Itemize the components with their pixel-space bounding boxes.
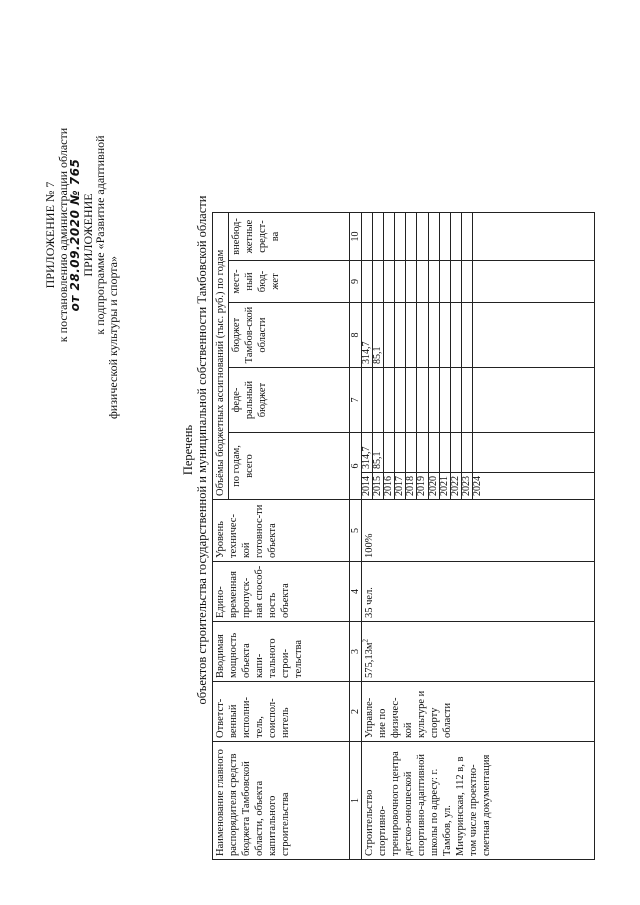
total-cell: [428, 433, 439, 473]
extra-cell: [450, 213, 461, 261]
column-number: 7: [350, 368, 362, 433]
total-cell: [439, 433, 450, 473]
extra-cell: [417, 213, 428, 261]
federal-cell: [461, 368, 472, 433]
column-number: 10: [350, 213, 362, 261]
regional-cell: [406, 303, 417, 368]
column-number: 9: [350, 261, 362, 303]
year-cell: 2023: [461, 473, 472, 500]
extra-cell: [406, 213, 417, 261]
year-cell: 2018: [406, 473, 417, 500]
year-cell: 2021: [439, 473, 450, 500]
local-cell: [439, 261, 450, 303]
local-cell: [373, 261, 384, 303]
total-cell: [395, 433, 406, 473]
regional-cell: [384, 303, 395, 368]
header-extrabudget: внебюд-жетные средст-ва: [229, 213, 350, 261]
regional-cell: 85,1: [373, 303, 384, 368]
regional-cell: 314,7: [362, 303, 373, 368]
federal-cell: [373, 368, 384, 433]
local-cell: [428, 261, 439, 303]
appendix-decree-ref: к постановлению администрации области: [55, 127, 70, 343]
appendix-block: [44, 45, 119, 425]
extra-cell: [362, 213, 373, 261]
capacity-value: [362, 622, 595, 682]
column-number: 1: [350, 742, 362, 860]
total-cell: [417, 433, 428, 473]
header-throughput: Едино-временная пропуск-ная способ-ность объекта: [213, 562, 350, 622]
total-cell: [406, 433, 417, 473]
local-cell: [395, 261, 406, 303]
year-cell: 2019: [417, 473, 428, 500]
total-cell: 314,7: [362, 433, 373, 473]
federal-cell: [450, 368, 461, 433]
federal-cell: [472, 368, 594, 433]
capacity-superscript: 2: [361, 638, 370, 643]
total-cell: 85,1: [373, 433, 384, 473]
column-number: 8: [350, 303, 362, 368]
header-row-1: [213, 213, 229, 860]
total-cell: [461, 433, 472, 473]
regional-cell: [428, 303, 439, 368]
federal-cell: [428, 368, 439, 433]
column-number: 2: [350, 682, 362, 742]
header-readiness: Уровень техничес-кой готовнос-ти объекта: [213, 500, 350, 562]
local-cell: [362, 261, 373, 303]
federal-cell: [395, 368, 406, 433]
header-regional: бюджет Тамбов-ской области: [229, 303, 350, 368]
header-total-by-year: по годам, всего: [229, 433, 350, 500]
data-row: [362, 213, 373, 860]
appendix-subtitle: ПРИЛОЖЕНИЕ: [80, 193, 95, 277]
total-cell: [450, 433, 461, 473]
document-subtitle: объектов строительства государственной и муниципальной собственности Тамбовской области: [195, 195, 209, 705]
header-federal: феде-ральный бюджет: [229, 368, 350, 433]
extra-cell: [395, 213, 406, 261]
header-executor: Ответст-венный исполни-тель, соиспол-нитель: [213, 682, 350, 742]
local-cell: [406, 261, 417, 303]
total-cell: [384, 433, 395, 473]
header-local: мест-ный бюд-жет: [229, 261, 350, 303]
header-main-manager: Наименование главного распорядителя средств бюджета Тамбовской области, объекта капитального строительства: [213, 742, 350, 860]
responsible-executor: Управле-ние по физичес-кой культуре и спорту области: [362, 682, 595, 742]
column-number: 5: [350, 500, 362, 562]
year-cell: 2017: [395, 473, 406, 500]
total-cell: [472, 433, 594, 473]
rotated-sheet: [16, 20, 616, 880]
local-cell: [472, 261, 594, 303]
year-cell: 2022: [450, 473, 461, 500]
year-cell: 2020: [428, 473, 439, 500]
regional-cell: [450, 303, 461, 368]
throughput-value: 35 чел.: [362, 562, 595, 622]
federal-cell: [439, 368, 450, 433]
capacity-number: 575,13м: [364, 642, 375, 678]
local-cell: [417, 261, 428, 303]
year-cell: 2016: [384, 473, 395, 500]
handwritten-date-number: от 28.09.2020 № 765: [68, 158, 82, 312]
regional-cell: [461, 303, 472, 368]
year-cell: 2024: [472, 473, 594, 500]
header-capacity: Вводимая мощность объекта капи-тального строи-тельства: [213, 622, 350, 682]
column-number: 3: [350, 622, 362, 682]
federal-cell: [384, 368, 395, 433]
extra-cell: [373, 213, 384, 261]
extra-cell: [428, 213, 439, 261]
local-cell: [461, 261, 472, 303]
readiness-value: 100%: [362, 500, 595, 562]
federal-cell: [362, 368, 373, 433]
appendix-subprogram-ref: к подпрограмме «Развитие адаптивной: [93, 135, 107, 335]
federal-cell: [406, 368, 417, 433]
document-title: Перечень: [181, 424, 195, 476]
extra-cell: [461, 213, 472, 261]
year-cell: 2014: [362, 473, 373, 500]
construction-table: [212, 212, 595, 860]
object-name: Строительство спортивно-тренировочного центра детско-юношеской спортивно-адаптивной школы по адресу: г. Тамбов, ул. Мичуринская, 112 в, в том числе проектно-сметная документация: [362, 742, 595, 860]
local-cell: [450, 261, 461, 303]
appendix-subprogram-name: физической культуры и спорта»: [105, 255, 120, 419]
regional-cell: [395, 303, 406, 368]
year-cell: 2015: [373, 473, 384, 500]
regional-cell: [439, 303, 450, 368]
regional-cell: [472, 303, 594, 368]
header-budget-group: Объёмы бюджетных ассигнований (тыс. руб.) по годам: [213, 213, 229, 500]
column-number: 4: [350, 562, 362, 622]
local-cell: [384, 261, 395, 303]
column-number: 6: [350, 433, 362, 500]
federal-cell: [417, 368, 428, 433]
column-number-row: [350, 213, 362, 860]
extra-cell: [472, 213, 594, 261]
extra-cell: [439, 213, 450, 261]
extra-cell: [384, 213, 395, 261]
appendix-number: ПРИЛОЖЕНИЕ № 7: [43, 181, 57, 289]
regional-cell: [417, 303, 428, 368]
